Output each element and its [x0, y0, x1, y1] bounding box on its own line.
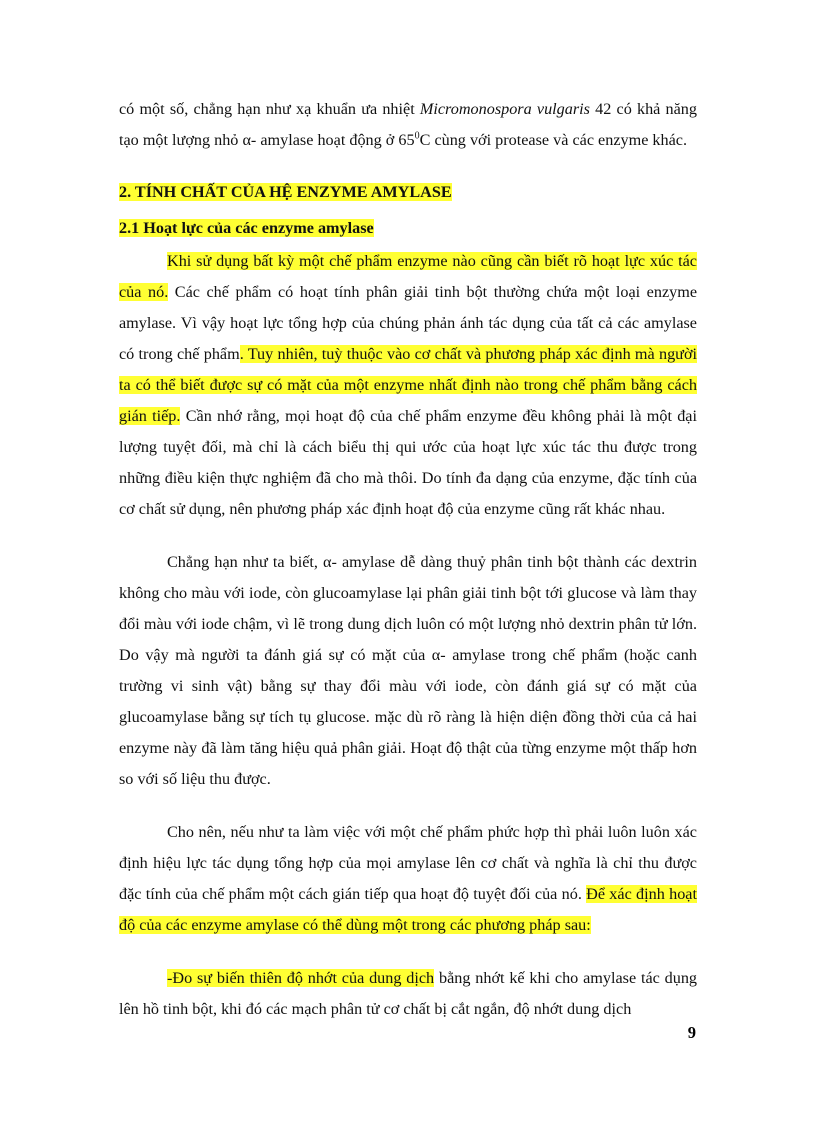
page-content — [119, 94, 697, 1025]
paragraph-example: Chẳng hạn như ta biết, α- amylase dễ dàng thuỷ phân tinh bột thành các dextrin không cho màu với iode, còn glucoamylase lại phân giải tinh bột tới glucose và làm thay đổi màu với iode chậm, vì lẽ trong dung dịch luôn có một lượng nhỏ dextrin phân tử lớn. Do vậy mà người ta đánh giá sự có mặt của α- amylase trong chế phẩm (hoặc canh trường vi sinh vật) bằng sự thay đổi màu với iode, còn đánh giá sự có mặt của glucoamylase bằng sự tích tụ glucose. mặc dù rõ ràng là hiện diện đồng thời của cả hai enzyme này đã làm tăng hiệu quả phân giải. Hoạt độ thật của từng enzyme một thấp hơn so với số liệu thu được. — [119, 553, 697, 788]
highlight-text: Khi sử dụng bất kỳ một chế phẩm enzyme nào cũng cần biết rõ hoạt lực xúc tác của nó. — [119, 252, 697, 301]
paragraph-activity: Khi sử dụng bất kỳ một chế phẩm enzyme nào cũng cần biết rõ hoạt lực xúc tác của nó. Các chế phẩm có hoạt tính phân giải tinh bột thường chứa một loại enzyme amylase. Vì vậy hoạt lực tổng hợp của chúng phản ánh tác dụng của tất cả các amylase có trong chế phẩm. Tuy nhiên, tuỳ thuộc vào cơ chất và phương pháp xác định mà người ta có thể biết được sự có mặt của một enzyme nhất định nào trong chế phẩm bằng cách gián tiếp. Cần nhớ rằng, mọi hoạt độ của chế phẩm enzyme đều không phải là một đại lượng tuyệt đối, mà chỉ là cách biểu thị qui ước của hoạt lực xúc tác thu được trong những điều kiện thực nghiệm đã cho mà thôi. Do tính đa dạng của enzyme, đặc tính của cơ chất sử dụng, nên phương pháp xác định hoạt độ của enzyme cũng rất khác nhau. — [119, 252, 698, 518]
section-heading: 2. TÍNH CHẤT CỦA HỆ ENZYME AMYLASE — [119, 183, 452, 201]
paragraph-intro: có một số, chẳng hạn như xạ khuẩn ưa nhiệt Micromonospora vulgaris 42 có khả năng tạo một lượng nhỏ α- amylase hoạt động ở $65^0C$ cùng với protease và các enzyme khác. — [119, 100, 697, 149]
highlight-text: Để xác định hoạt độ của các enzyme amylase có thể dùng một trong các phương pháp sau: — [119, 885, 697, 934]
page-number: 9 — [687, 1023, 696, 1042]
superscript: 0 — [414, 130, 420, 142]
paragraph-conclusion: Cho nên, nếu như ta làm việc với một chế phẩm phức hợp thì phải luôn luôn xác định hiệu lực tác dụng tổng hợp của mọi amylase lên cơ chất và nghĩa là chỉ thu được đặc tính của chế phẩm một cách gián tiếp qua hoạt độ tuyệt đối của nó. Để xác định hoạt độ của các enzyme amylase có thể dùng một trong các phương pháp sau: — [119, 823, 697, 934]
highlight-text: . Tuy nhiên, tuỳ thuộc vào cơ chất và phương pháp xác định mà người ta có thể biết được sự có mặt của một enzyme nhất định nào trong chế phẩm bằng cách gián tiếp. — [119, 345, 697, 425]
paragraph-method: -Đo sự biến thiên độ nhớt của dung dịch bằng nhớt kế khi cho amylase tác dụng lên hồ tinh bột, khi đó các mạch phân tử cơ chất bị cắt ngắn, độ nhớt dung dịch — [119, 969, 698, 1018]
highlight-text: -Đo sự biến thiên độ nhớt của dung dịch — [167, 969, 435, 987]
subsection-heading: 2.1 Hoạt lực của các enzyme amylase — [119, 219, 374, 237]
species-name: Micromonospora vulgaris — [419, 100, 590, 118]
